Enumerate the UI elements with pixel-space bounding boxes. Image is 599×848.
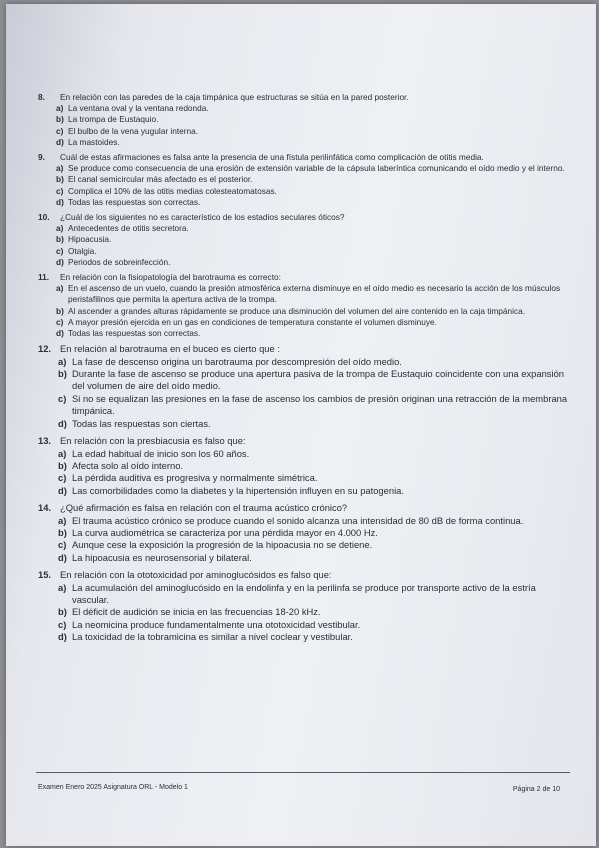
option-letter: d) <box>58 417 67 429</box>
answer-option <box>38 631 574 643</box>
question-stem <box>38 343 574 355</box>
option-letter: d) <box>56 136 64 147</box>
option-letter: c) <box>58 618 67 630</box>
option-text: Otalgia. <box>68 245 97 256</box>
option-letter: a) <box>56 163 64 174</box>
answer-option <box>38 137 574 148</box>
option-letter: a) <box>58 355 67 367</box>
option-text: El déficit de audición se inicia en las frecuencias 18-20 kHz. <box>72 606 321 618</box>
answer-option <box>38 356 574 368</box>
option-text: La fase de descenso origina un barotrauma por descompresión del oído medio. <box>72 355 402 367</box>
option-letter: d) <box>56 328 64 339</box>
question-number: 13. <box>38 435 52 447</box>
question-stem <box>38 152 574 163</box>
question-number: 10. <box>38 212 50 223</box>
question-number: 11. <box>38 272 50 283</box>
answer-option <box>38 606 574 618</box>
answer-option <box>38 460 574 472</box>
answer-option <box>38 234 574 245</box>
question-stem <box>38 502 574 514</box>
option-text: La toxicidad de la tobramicina es similar a nivel coclear y vestibular. <box>72 631 353 643</box>
option-text: La curva audiométrica se caracteriza por una pérdida mayor en 4.000 Hz. <box>72 526 378 538</box>
answer-option <box>38 306 574 317</box>
question-list <box>38 92 574 649</box>
option-text: Todas las respuestas son ciertas. <box>72 417 211 429</box>
option-letter: a) <box>56 223 64 234</box>
question-stem <box>38 92 574 103</box>
option-letter: b) <box>58 606 67 618</box>
option-letter: a) <box>58 514 67 526</box>
option-text: Periodos de sobreinfección. <box>68 256 171 267</box>
answer-option <box>38 485 574 497</box>
option-text: Las comorbilidades como la diabetes y la hipertensión influyen en su patogenia. <box>72 484 404 496</box>
question-number: 15. <box>38 569 52 581</box>
answer-option <box>38 126 574 137</box>
question-number: 8. <box>38 92 45 102</box>
option-letter: b) <box>58 526 67 538</box>
answer-option <box>38 328 574 339</box>
footer-page-number: Página 2 de 10 <box>512 786 560 793</box>
option-text: La pérdida auditiva es progresiva y normalmente simétrica. <box>72 472 318 484</box>
option-text: A mayor presión ejercida en un gas en condiciones de temperatura constante el volumen disminuye. <box>68 316 437 327</box>
option-letter: a) <box>58 447 67 459</box>
option-letter: b) <box>56 305 64 316</box>
question-text: En relación con las paredes de la caja timpánica que estructuras se sitúa en la pared posterior. <box>60 92 409 102</box>
question-5 <box>38 435 574 497</box>
question-4 <box>38 343 574 430</box>
answer-option <box>38 539 574 551</box>
answer-option <box>38 283 574 305</box>
question-3 <box>38 272 574 339</box>
question-stem <box>38 272 574 283</box>
option-letter: a) <box>56 283 64 294</box>
answer-option <box>38 393 574 418</box>
option-letter: b) <box>58 368 67 380</box>
option-letter: d) <box>58 631 67 643</box>
answer-option <box>38 103 574 114</box>
answer-option <box>38 174 574 185</box>
question-1 <box>38 152 574 208</box>
question-stem <box>38 569 574 581</box>
option-text: Antecedentes de otitis secretora. <box>68 223 189 234</box>
question-2 <box>38 212 574 268</box>
option-letter: b) <box>56 114 64 125</box>
option-text: Al ascender a grandes alturas rápidamente se produce una disminución del volumen del aire contenido en la caja timpánica. <box>68 305 526 316</box>
option-text: La acumulación del aminoglucósido en la endolinfa y en la perilinfa se produce por transporte activo de la estría vascular. <box>72 581 536 605</box>
option-letter: c) <box>56 245 64 256</box>
question-text: Cuál de estas afirmaciones es falsa ante la presencia de una fístula perilinfática como complicación de otitis media. <box>60 152 484 163</box>
option-letter: a) <box>58 581 67 593</box>
question-text: En relación con la ototoxicidad por aminoglucósidos es falso que: <box>60 569 332 581</box>
option-letter: c) <box>56 185 64 196</box>
answer-option <box>38 246 574 257</box>
option-letter: d) <box>58 551 67 563</box>
answer-option <box>38 114 574 125</box>
option-text: En el ascenso de un vuelo, cuando la presión atmosférica externa disminuye en el oído medio es necesario la acción de los músculos peristafilinos que permita la apertura activa de la trompa. <box>68 283 561 305</box>
question-6 <box>38 502 574 564</box>
question-text: En relación al barotrauma en el buceo es cierto que : <box>60 343 280 355</box>
option-text: La trompa de Eustaquio. <box>68 114 159 125</box>
option-text: Si no se equalizan las presiones en la fase de ascenso los cambios de presión originan una retracción de la membrana timpánica. <box>72 392 568 417</box>
answer-option <box>38 368 574 393</box>
option-text: Hipoacusia. <box>68 234 112 245</box>
footer-divider <box>36 772 570 773</box>
answer-option <box>38 515 574 527</box>
question-7 <box>38 569 574 643</box>
answer-option <box>38 163 574 174</box>
option-text: Todas las respuestas son correctas. <box>68 196 201 207</box>
answer-option <box>38 418 574 430</box>
option-text: Complica el 10% de las otitis medias colesteatomatosas. <box>68 185 277 196</box>
option-text: Afecta solo al oído interno. <box>72 459 184 471</box>
question-text: En relación con la presbiacusia es falso que: <box>60 435 246 447</box>
option-text: La hipoacusia es neurosensorial y bilateral. <box>72 551 252 563</box>
question-number: 12. <box>38 343 52 355</box>
answer-option <box>38 527 574 539</box>
answer-option <box>38 197 574 208</box>
answer-option <box>38 582 574 607</box>
option-text: La edad habitual de inicio son los 60 años. <box>72 447 250 459</box>
option-letter: c) <box>58 472 67 484</box>
option-text: Todas las respuestas son correctas. <box>68 328 201 339</box>
question-0 <box>38 92 574 148</box>
option-text: La mastoides. <box>68 136 120 147</box>
question-stem <box>38 212 574 223</box>
option-letter: b) <box>56 174 64 185</box>
option-text: Se produce como consecuencia de una erosión de extensión variable de la cápsula laberíntica comunicando el oído medio y el interno. <box>68 163 565 174</box>
option-letter: d) <box>56 256 64 267</box>
option-letter: b) <box>56 234 64 245</box>
answer-option <box>38 619 574 631</box>
exam-page <box>6 4 596 846</box>
answer-option <box>38 472 574 484</box>
option-letter: b) <box>58 459 67 471</box>
option-letter: a) <box>56 103 64 114</box>
question-number: 14. <box>38 502 52 514</box>
option-text: Aunque cese la exposición la progresión de la hipoacusia no se detiene. <box>72 539 373 551</box>
option-text: El canal semicircular más afectado es el posterior. <box>68 174 253 185</box>
option-letter: c) <box>58 392 67 404</box>
option-text: La ventana oval y la ventana redonda. <box>68 103 209 114</box>
answer-option <box>38 186 574 197</box>
question-stem <box>38 435 574 447</box>
answer-option <box>38 317 574 328</box>
option-letter: c) <box>56 125 64 136</box>
option-text: La neomicina produce fundamentalmente una ototoxicidad vestibular. <box>72 618 361 630</box>
option-text: Durante la fase de ascenso se produce una apertura pasiva de la trompa de Eustaquio coincidente con una expansión del volumen de aire del oído medio. <box>72 368 564 392</box>
option-letter: d) <box>56 196 64 207</box>
question-text: ¿Qué afirmación es falsa en relación con el trauma acústico crónico? <box>60 502 348 514</box>
option-text: El trauma acústico crónico se produce cuando el sonido alcanza una intensidad de 80 dB de forma continua. <box>72 514 524 526</box>
answer-option <box>38 223 574 234</box>
option-letter: c) <box>56 316 64 327</box>
question-number: 9. <box>38 152 45 163</box>
footer-exam-info: Examen Enero 2025 Asignatura ORL - Modelo 1 <box>38 784 188 791</box>
question-text: ¿Cuál de los siguientes no es característico de los estadios seculares óticos? <box>60 212 345 223</box>
option-letter: c) <box>58 539 67 551</box>
answer-option <box>38 257 574 268</box>
option-letter: d) <box>58 484 67 496</box>
question-text: En relación con la fisiopatología del barotrauma es correcto: <box>60 272 281 283</box>
option-text: El bulbo de la vena yugular interna. <box>68 125 199 136</box>
answer-option <box>38 448 574 460</box>
answer-option <box>38 552 574 564</box>
